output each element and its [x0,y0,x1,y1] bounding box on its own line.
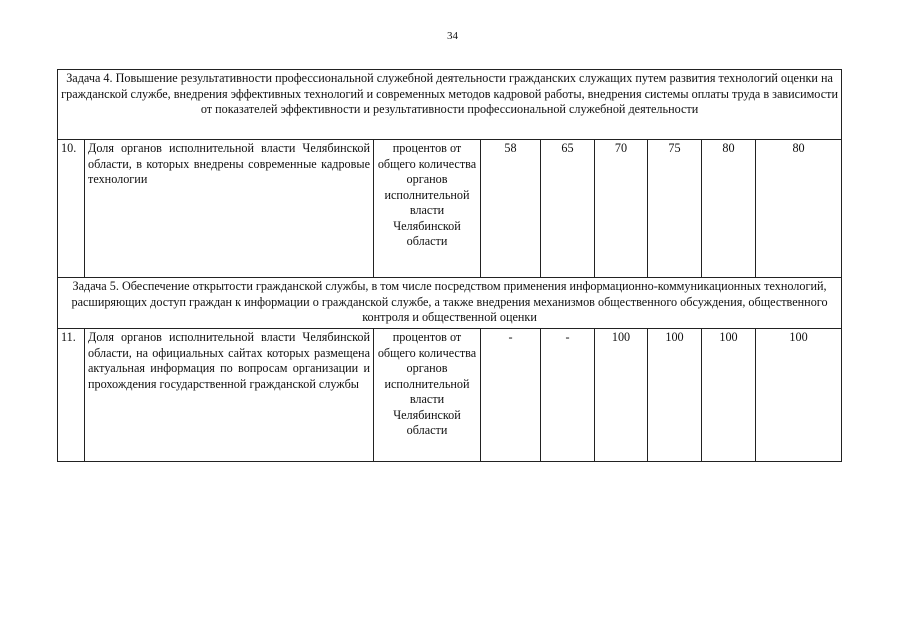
indicator-description: Доля органов исполнительной власти Челябинской области, на официальных сайтах которых размещена актуальная информация по вопросам организации и прохождения государственной гражданской службы [85,329,374,462]
table-row [58,329,842,462]
task-5-heading: Задача 5. Обеспечение открытости гражданской службы, в том числе посредством применения информационно-коммуникационных технологий, расширяющих доступ граждан к информации о гражданской службе, а также внедрения механизмов общественного обсуждения, общественного контроля и общественной оценки [58,278,842,329]
value-cell: 75 [648,140,702,278]
task-4-row [58,70,842,140]
task-5-row [58,278,842,329]
page-number: 34 [447,30,458,42]
row-number: 10. [58,140,85,278]
value-cell: 100 [648,329,702,462]
value-cell: 65 [541,140,595,278]
value-cell: 70 [595,140,648,278]
unit-of-measure: процентов от общего количества органов исполнительной власти Челябинской области [374,140,481,278]
value-cell: - [481,329,541,462]
value-cell: 58 [481,140,541,278]
value-cell: - [541,329,595,462]
table-row [58,140,842,278]
indicator-description: Доля органов исполнительной власти Челябинской области, в которых внедрены современные кадровые технологии [85,140,374,278]
value-cell: 80 [756,140,842,278]
task-4-heading: Задача 4. Повышение результативности профессиональной служебной деятельности гражданских служащих путем развития технологий оценки на гражданской службе, внедрения эффективных технологий и современных методов кадровой работы, внедрения системы оплаты труда в зависимости от показателей эффективности и результативности профессиональной служебной деятельности [58,70,842,140]
value-cell: 100 [595,329,648,462]
indicators-table [57,69,842,462]
value-cell: 80 [702,140,756,278]
value-cell: 100 [756,329,842,462]
value-cell: 100 [702,329,756,462]
row-number: 11. [58,329,85,462]
unit-of-measure: процентов от общего количества органов исполнительной власти Челябинской области [374,329,481,462]
